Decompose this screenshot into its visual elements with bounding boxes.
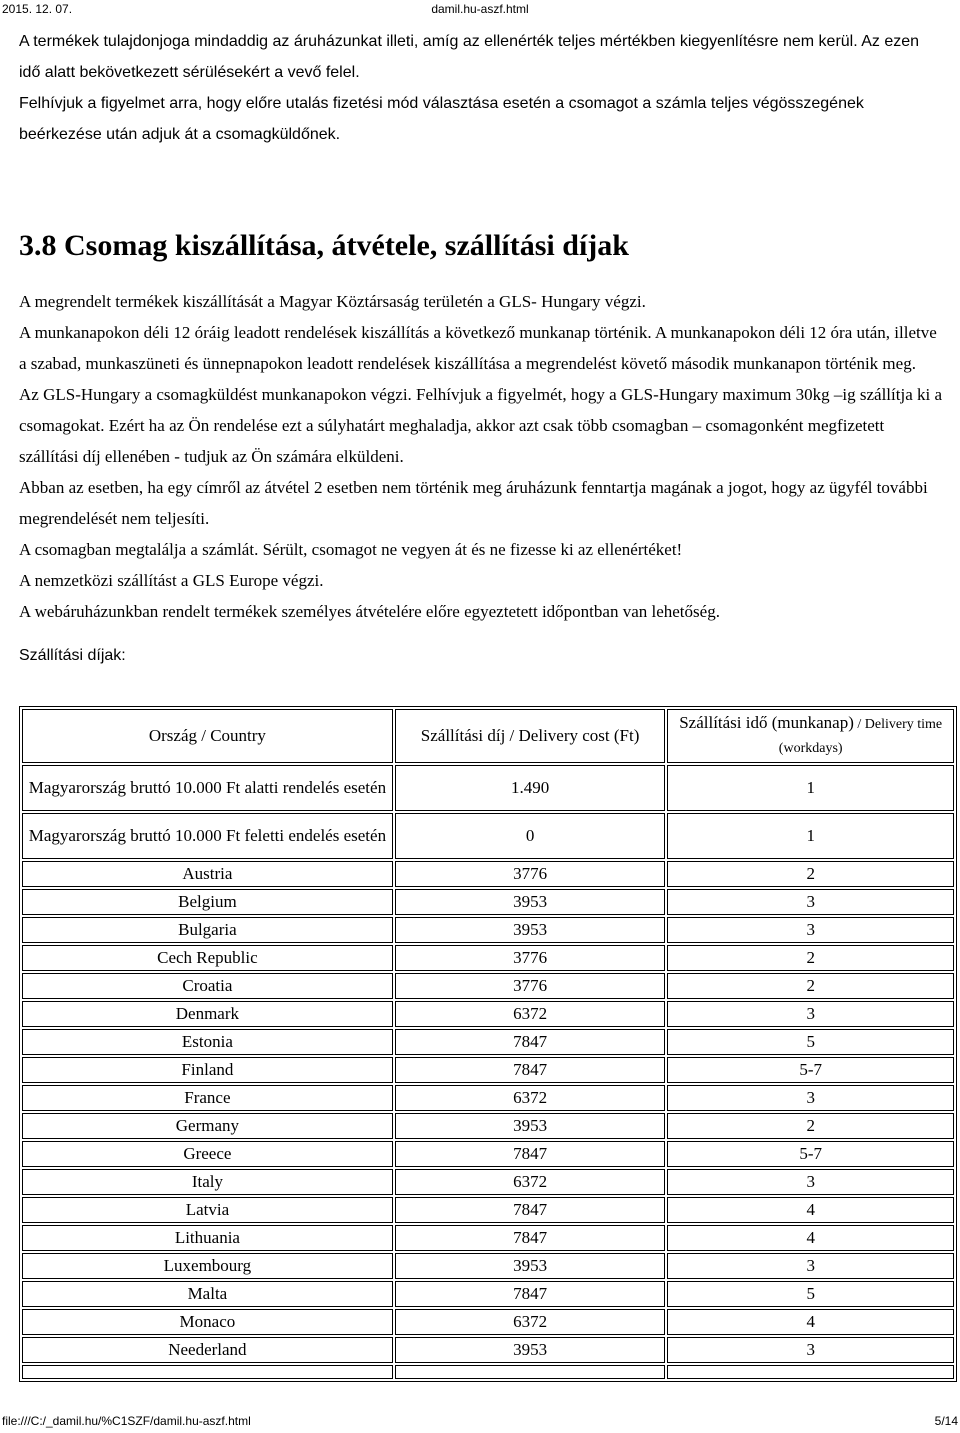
- days-cell: 4: [667, 1309, 954, 1335]
- days-cell: 3: [667, 1337, 954, 1363]
- column-header-country: Ország / Country: [22, 709, 393, 763]
- empty-cell: [22, 1365, 393, 1379]
- cost-cell: 7847: [395, 1141, 666, 1167]
- invoice-paragraph: A csomagban megtalálja a számlát. Sérült, csomagot ne vegyen át és ne fizesse ki az ellenértéket!: [19, 540, 683, 559]
- intro-ownership-paragraph: A termékek tulajdonjoga mindaddig az áruházunkat illeti, amíg az ellenérték teljes mértékben kiegyenlítésre nem kerül. Az ezen idő alatt bekövetkezett sérülésekért a vevő felel.: [19, 33, 920, 81]
- table-row: [22, 1253, 954, 1279]
- column-header-time-main: Szállítási idő (munkanap): [679, 713, 854, 732]
- days-cell: 2: [667, 973, 954, 999]
- days-cell: 5-7: [667, 1141, 954, 1167]
- table-row: [22, 1197, 954, 1223]
- days-cell: 3: [667, 1085, 954, 1111]
- cost-cell: 3776: [395, 861, 666, 887]
- country-cell: Latvia: [22, 1197, 393, 1223]
- cost-cell: 3776: [395, 973, 666, 999]
- country-cell: Bulgaria: [22, 917, 393, 943]
- column-header-time-sub: / Delivery time (workdays): [778, 717, 943, 756]
- cost-cell: 7847: [395, 1197, 666, 1223]
- table-row: [22, 1057, 954, 1083]
- days-cell: 4: [667, 1225, 954, 1251]
- table-row: [22, 1281, 954, 1307]
- cost-cell: 6372: [395, 1085, 666, 1111]
- empty-cell: [395, 1365, 666, 1379]
- cost-cell: 6372: [395, 1001, 666, 1027]
- days-cell: 3: [667, 1001, 954, 1027]
- table-row: [22, 1001, 954, 1027]
- table-row: [22, 765, 954, 811]
- column-header-time: [667, 709, 954, 763]
- fees-title: Szállítási díjak:: [19, 647, 126, 664]
- cost-cell: 0: [395, 813, 666, 859]
- table-row: [22, 973, 954, 999]
- cost-cell: 3953: [395, 889, 666, 915]
- table-row-cut-off: [22, 1365, 954, 1379]
- table-header-row: [22, 709, 954, 763]
- cost-cell: 7847: [395, 1029, 666, 1055]
- personal-pickup-paragraph: A webáruházunkban rendelt termékek személyes átvételére előre egyeztetett időpontban van lehetőség.: [19, 602, 720, 621]
- days-cell: 3: [667, 1253, 954, 1279]
- delivery-timing-paragraph: A munkanapokon déli 12 óráig leadott rendelések kiszállítás a következő munkanap történik. A munkanapokon déli 12 óra után, illetve a szabad, munkaszüneti és ünnepnapokon leadott rendelések kiszállítása a megrendelést követő második munkanapon történik meg.: [19, 323, 937, 373]
- table-row: [22, 1141, 954, 1167]
- country-cell: Cech Republic: [22, 945, 393, 971]
- cost-cell: 3776: [395, 945, 666, 971]
- days-cell: 3: [667, 889, 954, 915]
- country-cell: Austria: [22, 861, 393, 887]
- days-cell: 2: [667, 1113, 954, 1139]
- country-cell: Denmark: [22, 1001, 393, 1027]
- cost-cell: 3953: [395, 1113, 666, 1139]
- cost-cell: 7847: [395, 1225, 666, 1251]
- print-page-number: 5/14: [934, 1414, 958, 1428]
- country-cell: Estonia: [22, 1029, 393, 1055]
- print-date: 2015. 12. 07.: [2, 2, 73, 16]
- country-cell: Italy: [22, 1169, 393, 1195]
- section-heading: 3.8 Csomag kiszállítása, átvétele, szállítási díjak: [19, 229, 629, 262]
- empty-cell: [667, 1365, 954, 1379]
- table-row: [22, 861, 954, 887]
- days-cell: 5: [667, 1029, 954, 1055]
- table-row: [22, 1337, 954, 1363]
- delivery-carrier-paragraph: A megrendelt termékek kiszállítását a Magyar Köztársaság területén a GLS- Hungary végzi.: [19, 292, 646, 311]
- shipping-fees-table: [19, 706, 957, 1382]
- failed-delivery-paragraph: Abban az esetben, ha egy címről az átvétel 2 esetben nem történik meg áruházunk fenntartja magának a jogot, hogy az ügyfél további megrendelését nem teljesíti.: [19, 478, 928, 528]
- country-cell: Magyarország bruttó 10.000 Ft alatti rendelés esetén: [22, 765, 393, 811]
- country-cell: Lithuania: [22, 1225, 393, 1251]
- column-header-cost: Szállítási díj / Delivery cost (Ft): [395, 709, 666, 763]
- cost-cell: 7847: [395, 1281, 666, 1307]
- table-row: [22, 889, 954, 915]
- international-paragraph: A nemzetközi szállítást a GLS Europe végzi.: [19, 571, 324, 590]
- cost-cell: 3953: [395, 1253, 666, 1279]
- days-cell: 2: [667, 861, 954, 887]
- days-cell: 2: [667, 945, 954, 971]
- weight-limit-paragraph: Az GLS-Hungary a csomagküldést munkanapokon végzi. Felhívjuk a figyelmét, hogy a GLS-Hungary maximum 30kg –ig szállítja ki a csomagokat. Ezért ha az Ön rendelése ezt a súlyhatárt meghaladja, akkor azt csak több csomagban – csomagonként megfizetett szállítási díj ellenében - tudjuk az Ön számára elküldeni.: [19, 385, 943, 466]
- cost-cell: 6372: [395, 1169, 666, 1195]
- cost-cell: 6372: [395, 1309, 666, 1335]
- table-row: [22, 1309, 954, 1335]
- days-cell: 5: [667, 1281, 954, 1307]
- country-cell: Monaco: [22, 1309, 393, 1335]
- country-cell: Malta: [22, 1281, 393, 1307]
- country-cell: Germany: [22, 1113, 393, 1139]
- document-body: [19, 26, 944, 667]
- country-cell: Belgium: [22, 889, 393, 915]
- print-header: [0, 1, 960, 17]
- days-cell: 1: [667, 765, 954, 811]
- country-cell: Croatia: [22, 973, 393, 999]
- days-cell: 3: [667, 917, 954, 943]
- days-cell: 1: [667, 813, 954, 859]
- print-title: damil.hu-aszf.html: [431, 2, 529, 16]
- cost-cell: 3953: [395, 1337, 666, 1363]
- country-cell: Luxembourg: [22, 1253, 393, 1279]
- table-row: [22, 1085, 954, 1111]
- country-cell: Neederland: [22, 1337, 393, 1363]
- cost-cell: 3953: [395, 917, 666, 943]
- print-footer: [0, 1413, 960, 1429]
- days-cell: 5-7: [667, 1057, 954, 1083]
- days-cell: 4: [667, 1197, 954, 1223]
- table-row: [22, 813, 954, 859]
- days-cell: 3: [667, 1169, 954, 1195]
- cost-cell: 1.490: [395, 765, 666, 811]
- table-row: [22, 945, 954, 971]
- table-row: [22, 1225, 954, 1251]
- country-cell: France: [22, 1085, 393, 1111]
- country-cell: Finland: [22, 1057, 393, 1083]
- table-row: [22, 1169, 954, 1195]
- table-row: [22, 1029, 954, 1055]
- intro-prepayment-paragraph: Felhívjuk a figyelmet arra, hogy előre utalás fizetési mód választása esetén a csomagot a számla teljes végösszegének beérkezése után adjuk át a csomagküldőnek.: [19, 95, 864, 143]
- country-cell: Greece: [22, 1141, 393, 1167]
- table-body: [22, 765, 954, 1379]
- table-row: [22, 917, 954, 943]
- cost-cell: 7847: [395, 1057, 666, 1083]
- print-file-path: file:///C:/_damil.hu/%C1SZF/damil.hu-aszf.html: [2, 1414, 251, 1428]
- country-cell: Magyarország bruttó 10.000 Ft feletti endelés esetén: [22, 813, 393, 859]
- table-row: [22, 1113, 954, 1139]
